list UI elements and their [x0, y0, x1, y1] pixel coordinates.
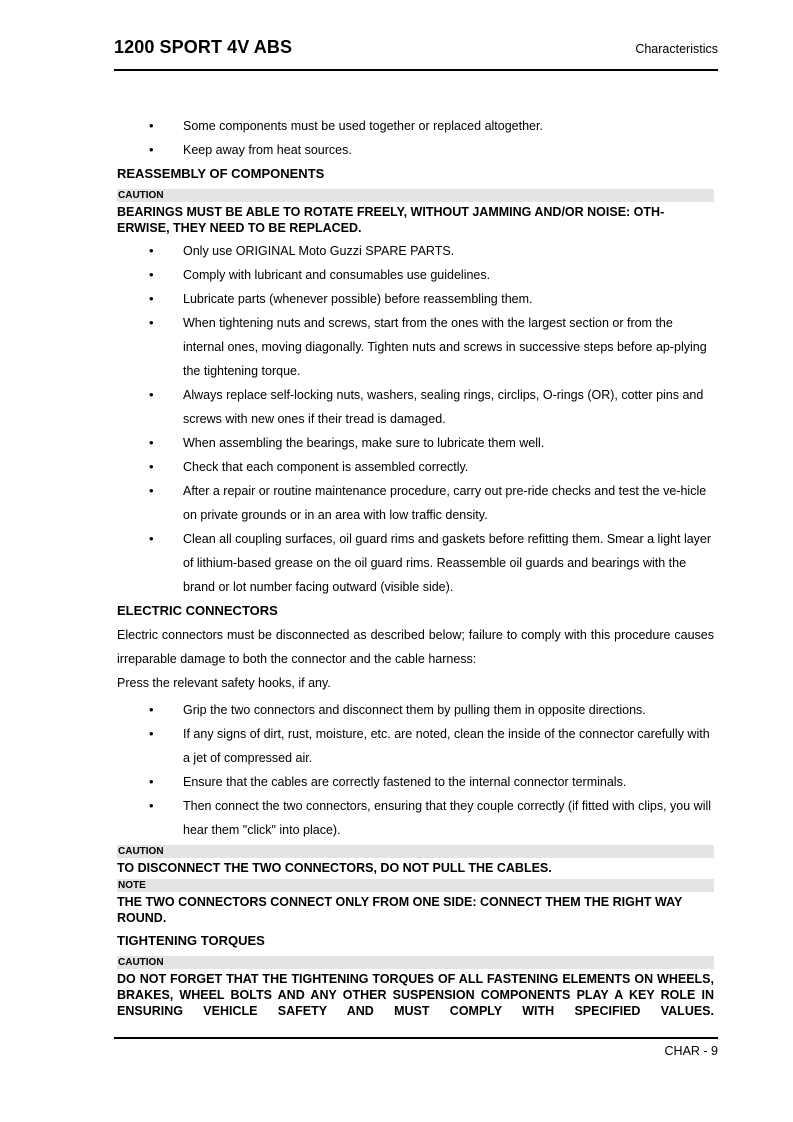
reassembly-bullet-list [117, 239, 714, 599]
list-item: • Ensure that the cables are correctly fastened to the internal connector terminals. [117, 770, 714, 794]
list-item: • Check that each component is assembled correctly. [117, 455, 714, 479]
list-item: • Keep away from heat sources. [117, 138, 714, 162]
model-title: 1200 SPORT 4V ABS [114, 37, 293, 57]
page-number: CHAR - 9 [664, 1044, 718, 1058]
caution-text: BEARINGS MUST BE ABLE TO ROTATE FREELY, WITHOUT JAMMING AND/OR NOISE: OTH-ERWISE, THEY NEED TO BE REPLACED. [117, 205, 665, 235]
intro-bullet-list [117, 114, 714, 162]
list-item: • After a repair or routine maintenance procedure, carry out pre-ride checks and test the ve-hicle on private grounds or in an area with low traffic density. [117, 479, 714, 527]
electric-connectors-heading: ELECTRIC CONNECTORS [117, 603, 278, 618]
electric-bullet-list [117, 698, 714, 842]
caution-label: CAUTION [117, 956, 714, 969]
reassembly-heading: REASSEMBLY OF COMPONENTS [117, 166, 325, 181]
list-item: • Lubricate parts (whenever possible) before reassembling them. [117, 287, 714, 311]
caution-text: TO DISCONNECT THE TWO CONNECTORS, DO NOT PULL THE CABLES. [117, 861, 552, 875]
list-item: • Some components must be used together or replaced altogether. [117, 114, 714, 138]
list-item: • Only use ORIGINAL Moto Guzzi SPARE PARTS. [117, 239, 714, 263]
electric-connectors-paragraph: Electric connectors must be disconnected as described below; failure to comply with this procedure causes irreparable damage to both the connector and the cable harness: [117, 628, 714, 666]
page-header [114, 37, 718, 71]
list-item: • Clean all coupling surfaces, oil guard rims and gaskets before refitting them. Smear a light layer of lithium-based grease on the oil guard rims. Reassemble oil guards and bearings with the brand or lot number facing outward (visible side). [117, 527, 714, 599]
list-item: • Always replace self-locking nuts, washers, sealing rings, circlips, O-rings (OR), cotter pins and screws with new ones if their tread is damaged. [117, 383, 714, 431]
footer-divider [114, 1037, 718, 1039]
tightening-torques-heading: TIGHTENING TORQUES [117, 933, 265, 948]
electric-connectors-instruction: Press the relevant safety hooks, if any. [117, 676, 331, 690]
list-item: • Then connect the two connectors, ensuring that they couple correctly (if fitted with clips, you will hear them "click" into place). [117, 794, 714, 842]
list-item: • When assembling the bearings, make sure to lubricate them well. [117, 431, 714, 455]
page-content [117, 114, 714, 1022]
list-item: • Comply with lubricant and consumables use guidelines. [117, 263, 714, 287]
section-name: Characteristics [635, 42, 718, 56]
caution-text: DO NOT FORGET THAT THE TIGHTENING TORQUES OF ALL FASTENING ELEMENTS ON WHEELS, BRAKES, WHEEL BOLTS AND ANY OTHER SUSPENSION COMPONENTS PLAY A KEY ROLE IN ENSURING VEHICLE SAFETY AND MUST COMPLY WITH SPECIFIED VALUES. [117, 972, 714, 1018]
list-item: • Grip the two connectors and disconnect them by pulling them in opposite directions. [117, 698, 714, 722]
note-text: THE TWO CONNECTORS CONNECT ONLY FROM ONE SIDE: CONNECT THEM THE RIGHT WAY ROUND. [117, 895, 683, 925]
caution-label: CAUTION [117, 189, 714, 202]
list-item: • When tightening nuts and screws, start from the ones with the largest section or from the internal ones, moving diagonally. Tighten nuts and screws in successive steps before ap-plying the tightening torque. [117, 311, 714, 383]
list-item: • If any signs of dirt, rust, moisture, etc. are noted, clean the inside of the connector carefully with a jet of compressed air. [117, 722, 714, 770]
caution-label: CAUTION [117, 845, 714, 858]
note-label: NOTE [117, 879, 714, 892]
